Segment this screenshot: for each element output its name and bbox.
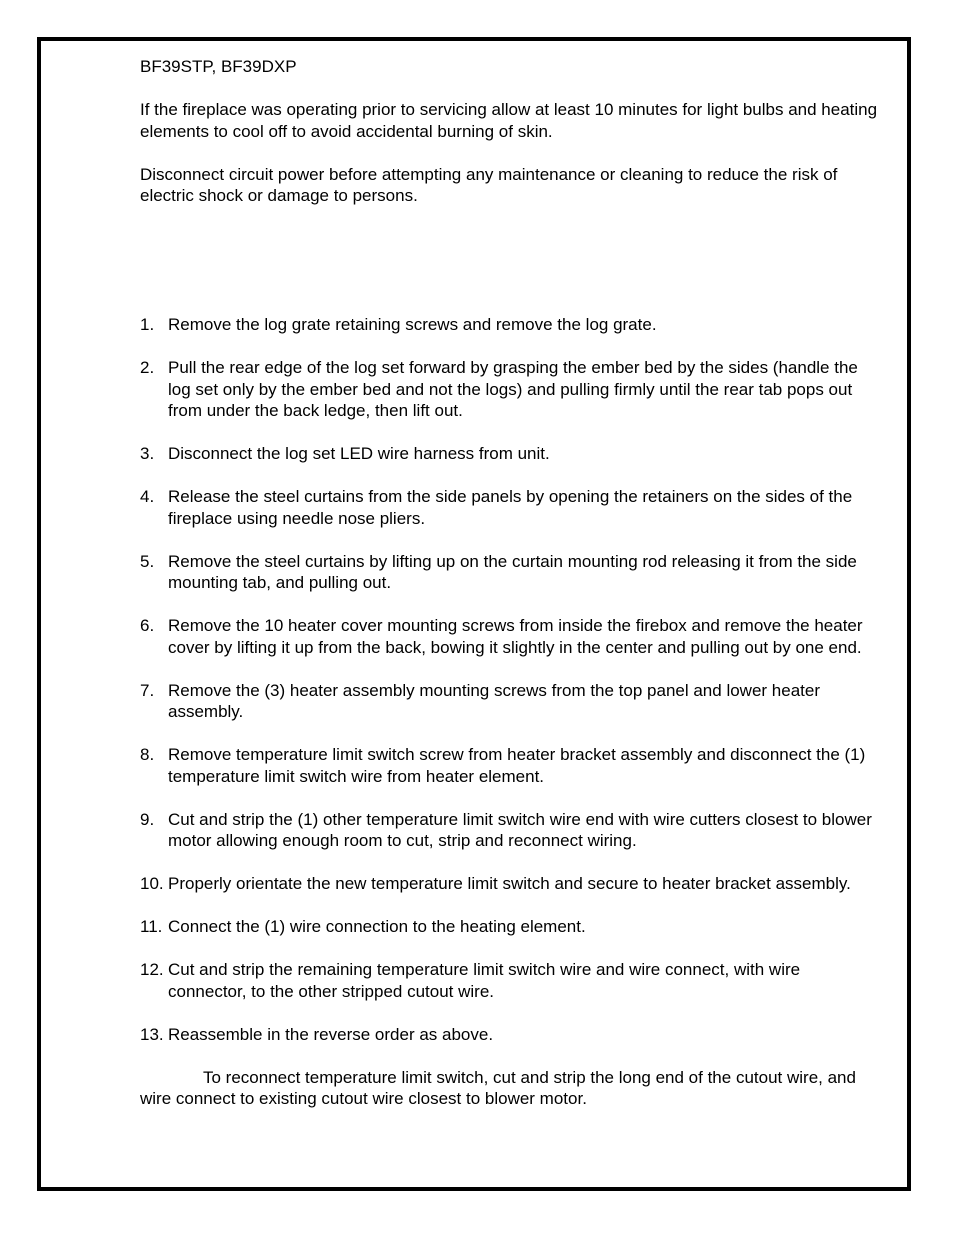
step-number: 3. — [140, 444, 155, 463]
step-number: 2. — [140, 358, 155, 377]
step-number: 11. — [140, 917, 163, 936]
list-item — [140, 1024, 880, 1046]
step-text: Remove the 10 heater cover mounting screws from inside the firebox and remove the heater cover by lifting it up from the back, bowing it slightly in the center and pulling out by one end. — [168, 616, 863, 657]
spacer — [140, 228, 880, 314]
step-text: Cut and strip the remaining temperature limit switch wire and wire connect, with wire connector, to the other stripped cutout wire. — [168, 960, 801, 1001]
list-item — [140, 916, 880, 938]
procedure-steps — [140, 314, 880, 1045]
step-number: 1. — [140, 315, 155, 334]
list-item — [140, 680, 880, 723]
step-text: Remove the (3) heater assembly mounting screws from the top panel and lower heater assembly. — [168, 680, 820, 721]
step-text: Release the steel curtains from the side panels by opening the retainers on the sides of the fireplace using needle nose pliers. — [168, 487, 853, 528]
step-number: 8. — [140, 745, 155, 764]
list-item — [140, 615, 880, 658]
model-numbers: BF39STP, BF39DXP — [140, 57, 297, 76]
step-text: Connect the (1) wire connection to the heating element. — [168, 917, 586, 936]
list-item — [140, 314, 880, 336]
step-number: 6. — [140, 616, 155, 635]
step-text: Pull the rear edge of the log set forward by grasping the ember bed by the sides (handle the log set only by the ember bed and not the logs) and pulling firmly until the rear tab pops out from under the back ledge, then lift out. — [168, 358, 858, 420]
warning-cool-off: If the fireplace was operating prior to servicing allow at least 10 minutes for light bulbs and heating elements to cool off to avoid accidental burning of skin. — [140, 100, 878, 141]
step-number: 7. — [140, 680, 155, 700]
list-item — [140, 809, 880, 852]
step-text: Remove the steel curtains by lifting up on the curtain mounting rod releasing it from the side mounting tab, and pulling out. — [168, 551, 857, 592]
list-item — [140, 551, 880, 594]
list-item — [140, 744, 880, 787]
step-text: Remove the log grate retaining screws and remove the log grate. — [168, 315, 657, 334]
step-number: 5. — [140, 551, 155, 571]
step-number: 10. — [140, 874, 164, 893]
warning-disconnect-power: Disconnect circuit power before attempting any maintenance or cleaning to reduce the risk of electric shock or damage to persons. — [140, 164, 838, 205]
list-item — [140, 443, 880, 465]
step-text: Properly orientate the new temperature limit switch and secure to heater bracket assembly. — [168, 874, 851, 893]
step-number: 12. — [140, 960, 164, 979]
step-number: 9. — [140, 809, 155, 829]
step-text: Reassemble in the reverse order as above. — [168, 1024, 494, 1044]
document-body — [140, 56, 880, 1110]
step-text: Remove temperature limit switch screw from heater bracket assembly and disconnect the (1) temperature limit switch wire from heater element. — [168, 745, 866, 786]
reconnect-note: To reconnect temperature limit switch, cut and strip the long end of the cutout wire, and wire connect to existing cutout wire closest to blower motor. — [140, 1067, 856, 1108]
list-item — [140, 959, 880, 1002]
step-number: 13. — [140, 1024, 164, 1044]
step-number: 4. — [140, 487, 155, 506]
list-item — [140, 873, 880, 895]
list-item — [140, 486, 880, 529]
step-text: Disconnect the log set LED wire harness from unit. — [168, 444, 550, 463]
list-item — [140, 357, 880, 422]
step-text: Cut and strip the (1) other temperature limit switch wire end with wire cutters closest to blower motor allowing enough room to cut, strip and reconnect wiring. — [168, 809, 872, 850]
